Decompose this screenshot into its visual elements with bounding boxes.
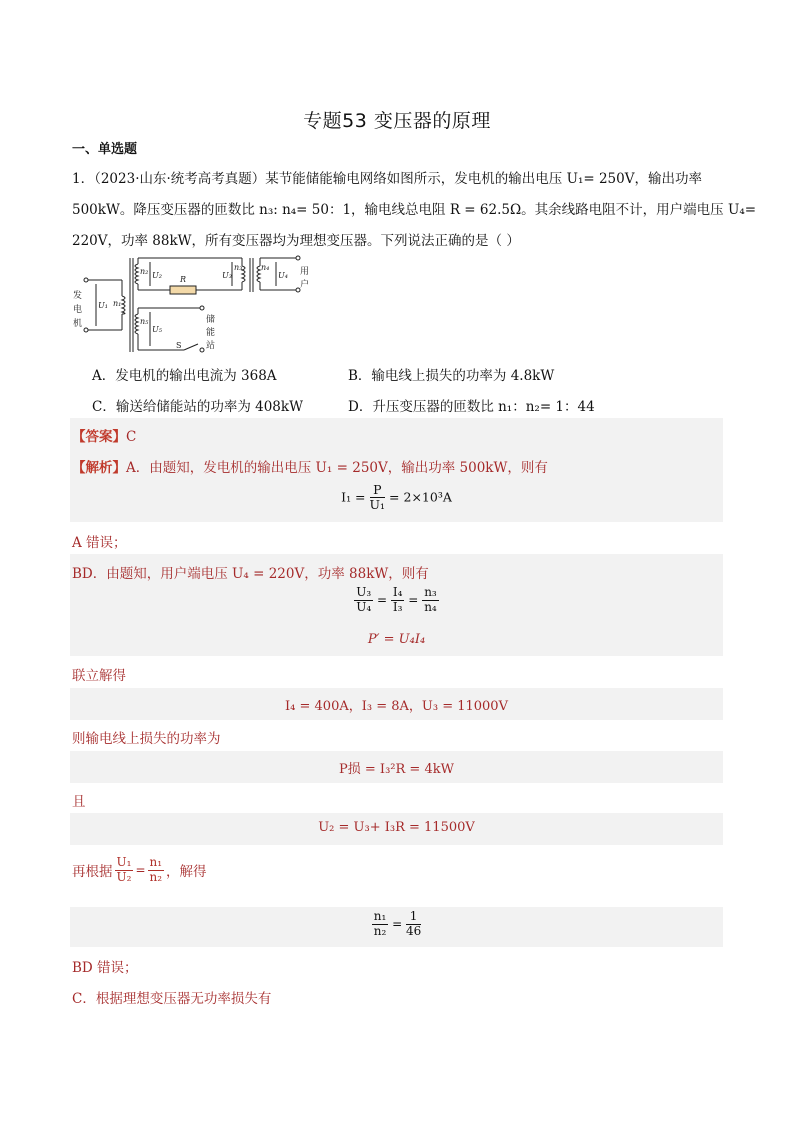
analysis-a-text: A．由题知，发电机的输出电压 U₁ = 250V，输出功率 500kW，则有 bbox=[126, 460, 548, 476]
again-num-1: U₁ bbox=[116, 855, 132, 869]
option-b[interactable]: B．输电线上损失的功率为 4.8kW bbox=[348, 368, 555, 384]
bd-wrong: BD 错误； bbox=[72, 960, 138, 976]
eq2-f1-den: U₄ bbox=[356, 599, 372, 614]
n2-label: n₂ bbox=[140, 267, 149, 276]
equation-6: U₂ = U₃+ I₃R = 11500V bbox=[318, 820, 475, 835]
user-label-2: 户 bbox=[300, 280, 310, 290]
analysis-line bbox=[72, 456, 548, 476]
eq2-frac-1 bbox=[354, 586, 373, 615]
u5-label: U₅ bbox=[152, 325, 162, 334]
section-heading: 一、单选题 bbox=[72, 142, 138, 157]
again-pre: 再根据 bbox=[72, 864, 113, 881]
answer-head: 【答案】 bbox=[72, 429, 126, 445]
analysis-head: 【解析】 bbox=[72, 460, 126, 476]
eq7-frac-1 bbox=[372, 910, 389, 939]
store-label-1: 储 bbox=[206, 315, 216, 325]
eq7-num-1: n₁ bbox=[373, 909, 387, 923]
n5-label: n₅ bbox=[140, 317, 149, 326]
eq2-frac-2 bbox=[391, 586, 405, 615]
eq2-equals-1: = bbox=[377, 592, 388, 607]
eq2-f1-num: U₃ bbox=[356, 585, 372, 599]
bd-text: BD．由题知，用户端电压 U₄ = 220V，功率 88kW，则有 bbox=[72, 566, 429, 582]
u4-label: U₄ bbox=[278, 271, 288, 280]
n3-label: n₃ bbox=[234, 263, 243, 272]
again-post: ，解得 bbox=[166, 864, 207, 881]
eq2-frac-3 bbox=[422, 586, 439, 615]
question-text-1: 1．（2023·山东·统考高考真题）某节能储能输电网络如图所示，发电机的输出电压 bbox=[72, 171, 563, 187]
eq7-num-2: 1 bbox=[406, 910, 421, 925]
eq1-num: P bbox=[370, 483, 386, 498]
again-den-1: U₂ bbox=[116, 869, 132, 884]
a-wrong: A 错误； bbox=[72, 535, 127, 551]
eq2-f2-num: I₄ bbox=[392, 585, 403, 599]
solve-text: 联立解得 bbox=[72, 668, 126, 684]
option-a[interactable]: A．发电机的输出电流为 368A bbox=[92, 368, 277, 384]
u2-label: U₂ bbox=[152, 271, 162, 280]
loss-text: 则输电线上损失的功率为 bbox=[72, 731, 221, 747]
and-text: 且 bbox=[72, 794, 86, 810]
eq7-den-2: 46 bbox=[405, 923, 422, 938]
gen-label-3: 机 bbox=[73, 319, 83, 329]
again-num-2: n₁ bbox=[149, 855, 163, 869]
eq1-den: U₁ bbox=[369, 497, 386, 513]
user-label-1: 用 bbox=[300, 267, 310, 277]
c-text: C．根据理想变压器无功率损失有 bbox=[72, 991, 272, 1007]
eq7-frac-2 bbox=[406, 910, 421, 939]
answer-value: C bbox=[126, 429, 137, 445]
question-u1: U₁= 250V，输出功率 bbox=[566, 171, 702, 187]
equation-7 bbox=[70, 910, 723, 939]
equation-3: P′ = U₄I₄ bbox=[367, 632, 426, 647]
option-d[interactable]: D．升压变压器的匝数比 n₁：n₂= 1：44 bbox=[348, 399, 595, 415]
eq1-lhs: I₁ = bbox=[341, 489, 366, 505]
resistor-label: R bbox=[180, 275, 187, 284]
eq7-equals: = bbox=[392, 916, 403, 931]
eq2-equals-2: = bbox=[408, 592, 419, 607]
gen-label-2: 电 bbox=[73, 305, 83, 315]
eq2-f3-num: n₃ bbox=[424, 585, 437, 599]
switch-label: S bbox=[176, 341, 182, 350]
eq2-f3-den: n₄ bbox=[424, 599, 437, 614]
store-label-2: 能 bbox=[206, 328, 216, 338]
page-title: 专题53 变压器的原理 bbox=[303, 110, 491, 132]
eq1-rhs: = 2×10³A bbox=[389, 489, 452, 505]
store-label-3: 站 bbox=[206, 341, 216, 351]
option-c[interactable]: C．输送给储能站的功率为 408kW bbox=[92, 399, 303, 415]
n1-label: n₁ bbox=[113, 299, 122, 308]
circuit-diagram bbox=[72, 252, 312, 356]
again-line bbox=[72, 856, 207, 885]
question-ratio: n₃: n₄= 50：1，输电线总电阻 R = 62.5Ω。其余线路电阻不计，用户端电压 U₄= bbox=[259, 202, 757, 218]
equation-2 bbox=[70, 586, 723, 615]
again-equals: = bbox=[135, 863, 146, 878]
eq1-fraction bbox=[370, 483, 386, 513]
again-frac-1 bbox=[115, 856, 134, 885]
equation-4: I₄ = 400A，I₃ = 8A，U₃ = 11000V bbox=[285, 699, 508, 714]
equation-5: P损 = I₃²R = 4kW bbox=[339, 762, 454, 777]
u3-label: U₃ bbox=[222, 271, 232, 280]
gen-label-1: 发 bbox=[73, 291, 83, 301]
u1-label: U₁ bbox=[98, 301, 108, 310]
question-line-2 bbox=[72, 198, 756, 218]
question-text-2: 500kW。降压变压器的匝数比 bbox=[72, 202, 255, 218]
question-line-1 bbox=[72, 167, 702, 187]
again-den-2: n₂ bbox=[149, 869, 163, 884]
answer-line bbox=[72, 425, 136, 445]
eq7-den-1: n₂ bbox=[373, 923, 387, 938]
question-line-3: 220V，功率 88kW，所有变压器均为理想变压器。下列说法正确的是（ ） bbox=[72, 233, 520, 249]
again-frac-2 bbox=[148, 856, 165, 885]
equation-1 bbox=[70, 483, 723, 513]
eq2-f2-den: I₃ bbox=[392, 599, 403, 614]
n4-label: n₄ bbox=[261, 263, 270, 272]
